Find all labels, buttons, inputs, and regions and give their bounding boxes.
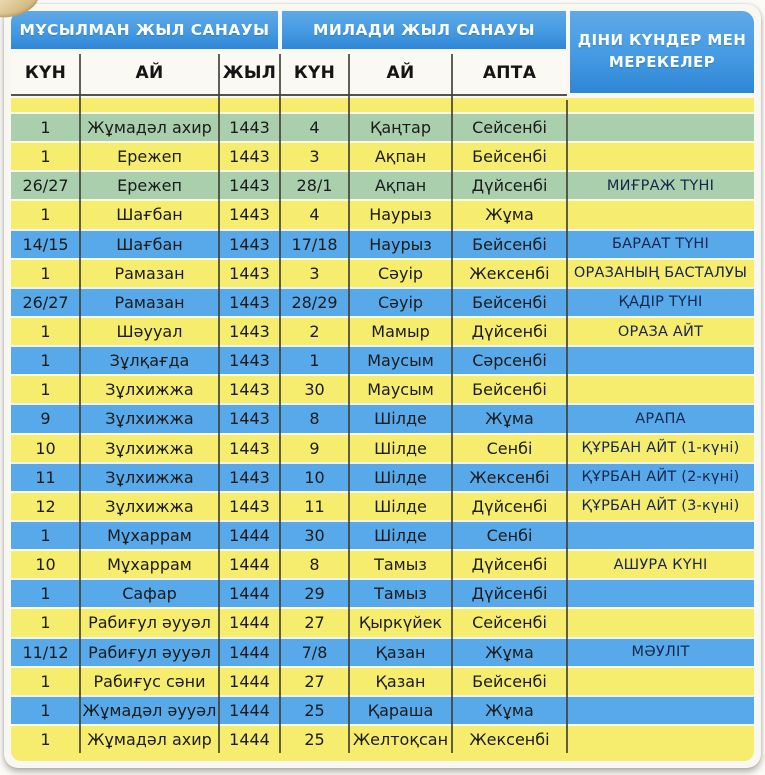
column-header-gregorian-day: КҮН [293,63,336,83]
column-header-muslim-month: АЙ [135,63,164,83]
cell-weekday: Дүйсенбі [471,322,548,342]
cell-muslim-day: 1 [40,263,51,283]
cell-weekday: Дүйсенбі [471,176,548,196]
cell-holiday [567,697,754,724]
cell-weekday: Бейсенбі [472,292,547,312]
cell-gregorian-day: 28/1 [296,176,333,196]
cell-holiday: ҚҰРБАН АЙТ (3-күні) [581,498,740,515]
cell-weekday: Дүйсенбі [471,496,548,516]
cell-gregorian-month: Мамыр [371,322,430,342]
cell-muslim-day: 11/12 [22,642,69,662]
cell-muslim-day: 1 [40,526,51,546]
cell-gregorian-day: 8 [309,409,320,429]
cell-holiday: МИҒРАЖ ТҮНІ [606,177,715,194]
cell-muslim-month: Рабиғул әууәл [88,642,211,662]
cell-muslim-year: 1443 [229,351,270,371]
cell-muslim-year: 1443 [229,322,270,342]
header-gregorian-label: МИЛАДИ ЖЫЛ САНАУЫ [313,21,535,39]
cell-muslim-month: Шәууал [116,322,183,342]
cell-muslim-year: 1444 [229,613,270,633]
cell-gregorian-month: Ақпан [374,147,427,167]
header-gregorian-calendar [282,11,566,49]
table-row [11,724,754,753]
cell-muslim-month: Жұмадәл әууәл [82,700,217,720]
header-religious-holidays [570,11,754,93]
cell-weekday: Жексенбі [469,730,550,750]
cell-gregorian-day: 8 [309,555,320,575]
cell-muslim-year: 1444 [229,700,270,720]
cell-muslim-year: 1443 [229,234,270,254]
cell-gregorian-month: Шілде [374,409,427,429]
cell-gregorian-day: 1 [309,351,320,371]
cell-gregorian-day: 4 [309,118,320,138]
cell-muslim-day: 12 [35,496,56,516]
cell-muslim-month: Рабиғус сәни [93,671,206,691]
table-row [11,607,754,636]
calendar-card [4,4,761,768]
cell-weekday: Сәрсенбі [472,351,547,371]
cell-weekday: Дүйсенбі [471,584,548,604]
cell-muslim-day: 1 [40,671,51,691]
cell-holiday [567,609,754,636]
cell-holiday [567,668,754,695]
cell-holiday [567,580,754,607]
table-row [11,403,754,432]
cell-muslim-day: 9 [40,409,51,429]
cell-gregorian-day: 30 [304,526,325,546]
cell-holiday: АРАПА [635,410,686,427]
cell-gregorian-month: Шілде [374,496,427,516]
cell-gregorian-day: 27 [304,613,325,633]
cell-holiday [567,347,754,374]
cell-muslim-year: 1444 [229,730,270,750]
column-header-muslim-day: КҮН [24,63,67,83]
cell-muslim-month: Шағбан [116,205,183,225]
cell-muslim-year: 1443 [229,176,270,196]
cell-gregorian-month: Маусым [367,351,434,371]
cell-gregorian-month: Ақпан [374,176,427,196]
cell-holiday: АШУРА КҮНІ [613,556,708,573]
cell-holiday: ОРАЗА АЙТ [617,323,704,340]
cell-muslim-year: 1444 [229,526,270,546]
table-row [11,549,754,578]
column-header-row [11,52,567,96]
cell-muslim-year: 1443 [229,147,270,167]
cell-holiday [567,522,754,549]
cell-gregorian-month: Қараша [367,700,434,720]
header-holidays-line2: МЕРЕКЕЛЕР [608,53,716,71]
cell-gregorian-day: 28/29 [291,292,338,312]
table-row [11,345,754,374]
cell-gregorian-day: 25 [304,730,325,750]
cell-muslim-month: Зұлхижжа [105,467,194,487]
cell-muslim-month: Сафар [122,584,177,604]
cell-muslim-year: 1444 [229,584,270,604]
cell-gregorian-month: Қыркүйек [358,613,443,633]
cell-muslim-year: 1443 [229,292,270,312]
cell-gregorian-month: Тамыз [374,555,427,575]
cell-muslim-day: 1 [40,322,51,342]
cell-muslim-day: 14/15 [22,234,69,254]
cell-weekday: Сенбі [486,526,533,546]
cell-gregorian-month: Шілде [374,467,427,487]
table-row [11,637,754,666]
cell-muslim-year: 1443 [229,467,270,487]
cell-holiday: ҚАДІР ТҮНІ [618,294,703,311]
table-row [11,666,754,695]
cell-weekday: Жұма [485,700,534,720]
column-header-muslim-year: ЖЫЛ [222,63,277,83]
cell-gregorian-day: 11 [304,496,325,516]
cell-muslim-month: Зұлхижжа [105,409,194,429]
cell-holiday [567,143,754,170]
cell-muslim-year: 1444 [229,642,270,662]
cell-muslim-month: Шағбан [116,234,183,254]
cell-holiday: БАРААТ ТҮНІ [611,236,709,253]
cell-weekday: Дүйсенбі [471,555,548,575]
header-muslim-calendar [11,11,278,49]
cell-weekday: Бейсенбі [472,671,547,691]
cell-weekday: Жексенбі [469,467,550,487]
cell-muslim-month: Зұлхижжа [105,380,194,400]
cell-muslim-day: 1 [40,205,51,225]
cell-muslim-month: Зұлхижжа [105,496,194,516]
cell-weekday: Бейсенбі [472,234,547,254]
column-header-gregorian-month: АЙ [386,63,415,83]
table-row [11,287,754,316]
cell-gregorian-month: Маусым [367,380,434,400]
cell-holiday: ҚҰРБАН АЙТ (2-күні) [581,469,740,486]
cell-holiday: ҚҰРБАН АЙТ (1-күні) [581,440,740,457]
table-row [11,520,754,549]
cell-holiday: МӘУЛІТ [631,644,690,661]
cell-holiday [567,376,754,403]
cell-muslim-year: 1443 [229,380,270,400]
cell-muslim-month: Зұлхижжа [105,438,194,458]
cell-muslim-month: Зұлқағда [109,351,190,371]
cell-muslim-day: 1 [40,730,51,750]
cell-gregorian-day: 30 [304,380,325,400]
cell-muslim-month: Ережеп [117,176,182,196]
cell-gregorian-day: 27 [304,671,325,691]
table-row [11,258,754,287]
cell-gregorian-month: Сәуір [377,263,424,283]
cell-muslim-year: 1444 [229,555,270,575]
cell-muslim-month: Рамазан [114,292,185,312]
table-body [11,98,754,761]
cell-weekday: Сейсенбі [472,613,547,633]
cell-gregorian-month: Наурыз [369,234,432,254]
cell-gregorian-day: 7/8 [301,642,328,662]
cell-muslim-day: 11 [35,467,56,487]
table-row [11,112,754,141]
cell-muslim-month: Мұхаррам [107,555,192,575]
table-row [11,491,754,520]
cell-muslim-year: 1443 [229,496,270,516]
cell-muslim-day: 1 [40,584,51,604]
table-row [11,199,754,228]
cell-holiday [567,726,754,753]
table-row [11,229,754,258]
cell-gregorian-day: 25 [304,700,325,720]
table-row [11,462,754,491]
cell-weekday: Сенбі [486,438,533,458]
cell-muslim-year: 1443 [229,263,270,283]
cell-weekday: Жұма [485,205,534,225]
cell-muslim-day: 1 [40,700,51,720]
cell-muslim-year: 1443 [229,205,270,225]
cell-muslim-year: 1444 [229,671,270,691]
table-row [11,433,754,462]
calendar-table [11,11,754,761]
cell-weekday: Жұма [485,409,534,429]
cell-gregorian-month: Наурыз [369,205,432,225]
cell-gregorian-day: 2 [309,322,320,342]
cell-muslim-day: 1 [40,613,51,633]
cell-muslim-day: 1 [40,380,51,400]
cell-gregorian-month: Шілде [374,438,427,458]
cell-muslim-month: Мұхаррам [107,526,192,546]
table-row [11,170,754,199]
cell-muslim-day: 1 [40,118,51,138]
cell-muslim-day: 26/27 [22,292,69,312]
cell-gregorian-month: Қаңтар [369,118,431,138]
cell-gregorian-day: 17/18 [291,234,338,254]
table-row [11,316,754,345]
cell-muslim-month: Ережеп [117,147,182,167]
cell-gregorian-day: 9 [309,438,320,458]
cell-gregorian-month: Желтоқсан [352,730,449,750]
cell-gregorian-day: 10 [304,467,325,487]
cell-muslim-day: 1 [40,147,51,167]
cell-muslim-year: 1443 [229,409,270,429]
cell-muslim-month: Рабиғул әууәл [88,613,211,633]
cell-muslim-day: 26/27 [22,176,69,196]
cell-muslim-month: Жұмадәл ахир [87,730,212,750]
header-holidays-line1: ДІНИ КҮНДЕР МЕН [577,31,747,50]
cell-muslim-month: Жұмадәл ахир [87,118,212,138]
cell-weekday: Бейсенбі [472,147,547,167]
cell-weekday: Жексенбі [469,263,550,283]
cell-gregorian-day: 3 [309,263,320,283]
header-muslim-label: МҰСЫЛМАН ЖЫЛ САНАУЫ [19,21,270,39]
table-row [11,578,754,607]
cell-weekday: Жұма [485,642,534,662]
cell-muslim-day: 10 [35,438,56,458]
cell-gregorian-month: Қазан [375,642,426,662]
table-row [11,374,754,403]
cell-gregorian-day: 4 [309,205,320,225]
cell-muslim-year: 1443 [229,118,270,138]
cell-holiday: ОРАЗАНЫҢ БАСТАЛУЫ [573,265,748,282]
cell-muslim-month: Рамазан [114,263,185,283]
cell-weekday: Сейсенбі [472,118,547,138]
cell-weekday: Бейсенбі [472,380,547,400]
table-row [11,695,754,724]
cell-muslim-year: 1443 [229,438,270,458]
cell-muslim-day: 10 [35,555,56,575]
table-row [11,141,754,170]
cell-muslim-day: 1 [40,351,51,371]
cell-gregorian-month: Шілде [374,526,427,546]
cell-gregorian-day: 3 [309,147,320,167]
cell-holiday [567,114,754,141]
cell-gregorian-day: 29 [304,584,325,604]
cell-gregorian-month: Тамыз [374,584,427,604]
column-header-weekday: АПТА [482,63,537,83]
cell-gregorian-month: Қазан [375,671,426,691]
cell-gregorian-month: Сәуір [377,292,424,312]
cell-holiday [567,201,754,228]
